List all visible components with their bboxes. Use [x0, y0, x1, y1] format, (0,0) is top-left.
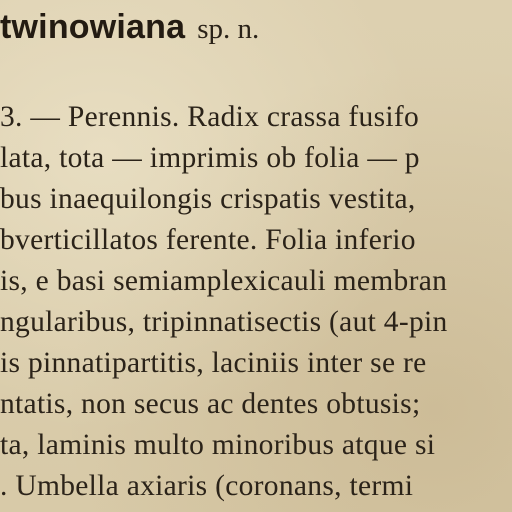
- text-line: is, e basi semiamplexicauli membran: [0, 265, 448, 297]
- text-line: is pinnatipartitis, laciniis inter se re: [0, 347, 427, 379]
- text-line: ta, laminis multo minoribus atque si: [0, 429, 436, 461]
- text-line: bverticillatos ferente. Folia inferio: [0, 224, 416, 256]
- species-heading: [0, 8, 259, 47]
- text-line: ngularibus, tripinnatisectis (aut 4-pin: [0, 306, 448, 338]
- text-line: lata, tota — imprimis ob folia — p: [0, 142, 420, 174]
- text-line: bus inaequilongis crispatis vestita,: [0, 183, 416, 215]
- text-line: 3. — Perennis. Radix crassa fusifo: [0, 101, 420, 133]
- species-name: twinowiana: [0, 8, 186, 46]
- text-line: . Umbella axiaris (coronans, termi: [0, 470, 414, 502]
- species-rank: sp. n.: [197, 13, 260, 45]
- text-line: ntatis, non secus ac dentes obtusis;: [0, 388, 421, 420]
